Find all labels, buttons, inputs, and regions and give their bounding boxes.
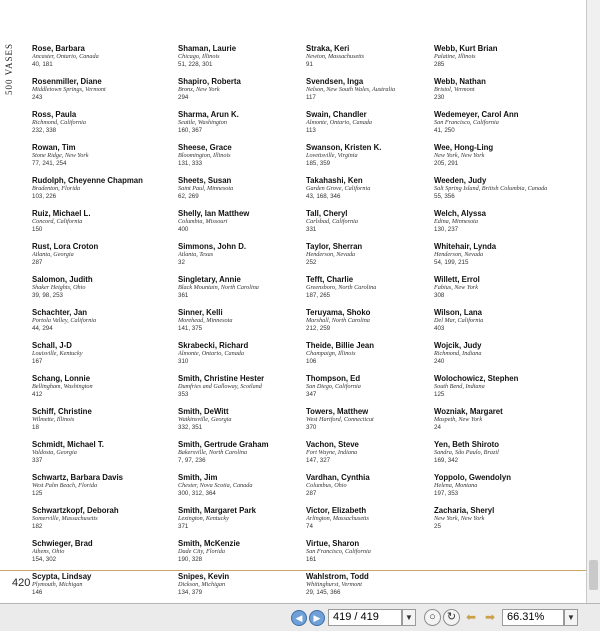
- entry-pages: 310: [178, 357, 189, 365]
- entry-name: Takahashi, Ken: [306, 176, 363, 185]
- entry-name: Towers, Matthew: [306, 407, 369, 416]
- entry-location: San Francisco, California: [306, 548, 371, 555]
- entry-name: Sinner, Kelli: [178, 308, 223, 317]
- chevron-down-icon[interactable]: ▼: [402, 609, 416, 626]
- entry-pages: 32: [178, 258, 185, 266]
- entry-name: Schwieger, Brad: [32, 539, 93, 548]
- entry-location: Portola Valley, California: [32, 317, 97, 324]
- entry-pages: 167: [32, 357, 43, 365]
- running-head-text: 500 VASES: [4, 43, 14, 95]
- zoom-chevron-down-icon[interactable]: ▼: [564, 609, 578, 626]
- entry-location: Marshall, North Carolina: [306, 317, 370, 324]
- entry-location: Somerville, Massachusetts: [32, 515, 98, 522]
- entry-location: Palatine, Illinois: [434, 53, 476, 60]
- entry-location: Bradenton, Florida: [32, 185, 81, 192]
- index-entry: [178, 341, 308, 374]
- entry-pages: 161: [306, 555, 317, 563]
- entry-location: Fabius, New York: [434, 284, 478, 291]
- index-entry: [178, 44, 308, 77]
- entry-location: Helena, Montana: [434, 482, 478, 489]
- entry-name: Skrabecki, Richard: [178, 341, 249, 350]
- index-entry: [306, 407, 436, 440]
- entry-location: Arlington, Massachusetts: [306, 515, 369, 522]
- entry-name: Swanson, Kristen K.: [306, 143, 382, 152]
- entry-pages: 370: [306, 423, 317, 431]
- index-entry: [306, 506, 436, 539]
- entry-pages: 43, 168, 346: [306, 192, 341, 200]
- entry-location: Garden Grove, California: [306, 185, 371, 192]
- entry-pages: 131, 333: [178, 159, 203, 167]
- entry-name: Smith, Gertrude Graham: [178, 440, 269, 449]
- entry-location: West Palm Beach, Florida: [32, 482, 98, 489]
- index-entry: [306, 440, 436, 473]
- entry-pages: 347: [306, 390, 317, 398]
- entry-name: Wolochowicz, Stephen: [434, 374, 519, 383]
- entry-pages: 150: [32, 225, 43, 233]
- entry-pages: 287: [32, 258, 43, 266]
- entry-name: Teruyama, Shoko: [306, 308, 371, 317]
- entry-location: Columbia, Missouri: [178, 218, 228, 225]
- index-entry: [306, 572, 436, 603]
- entry-location: Carlsbad, California: [306, 218, 358, 225]
- index-entry: [32, 308, 162, 341]
- entry-location: Whitinghurst, Vermont: [306, 581, 363, 588]
- entry-pages: 55, 356: [434, 192, 455, 200]
- entry-location: Lexington, Kentucky: [178, 515, 229, 522]
- index-entry: [434, 407, 564, 440]
- entry-name: Willett, Errol: [434, 275, 480, 284]
- entry-name: Swain, Chandler: [306, 110, 367, 119]
- entry-location: Bellingham, Washington: [32, 383, 93, 390]
- index-entry: [434, 242, 564, 275]
- entry-pages: 403: [434, 324, 445, 332]
- entry-location: Del Mar, California: [434, 317, 484, 324]
- entry-location: Chicago, Illinois: [178, 53, 220, 60]
- entry-location: Plymouth, Michigan: [32, 581, 83, 588]
- index-entry: [178, 539, 308, 572]
- entry-name: Schwartz, Barbara Davis: [32, 473, 124, 482]
- entry-name: Smith, McKenzie: [178, 539, 240, 548]
- index-column-1: [32, 44, 162, 603]
- entry-location: Greensboro, North Carolina: [306, 284, 377, 291]
- entry-location: Nelson, New South Wales, Australia: [306, 86, 396, 93]
- index-entry: [178, 572, 308, 603]
- entry-name: Schachter, Jan: [32, 308, 88, 317]
- index-entry: [306, 110, 436, 143]
- entry-location: San Diego, California: [306, 383, 361, 390]
- entry-pages: 371: [178, 522, 189, 530]
- entry-name: Webb, Kurt Brian: [434, 44, 498, 53]
- entry-pages: 74: [306, 522, 313, 530]
- entry-name: Smith, Margaret Park: [178, 506, 256, 515]
- entry-pages: 337: [32, 456, 43, 464]
- vertical-scrollbar[interactable]: [586, 0, 600, 603]
- entry-location: Champaign, Illinois: [306, 350, 356, 357]
- entry-location: Athens, Ohio: [32, 548, 65, 555]
- entry-name: Rudolph, Cheyenne Chapman: [32, 176, 143, 185]
- entry-pages: 125: [32, 489, 43, 497]
- stop-icon[interactable]: ○: [424, 609, 441, 626]
- index-entry: [178, 209, 308, 242]
- index-column-2: [178, 44, 308, 603]
- index-entry: [32, 110, 162, 143]
- entry-name: Scypta, Lindsay: [32, 572, 92, 581]
- entry-pages: 182: [32, 522, 43, 530]
- entry-pages: 243: [32, 93, 43, 101]
- entry-pages: 285: [434, 60, 445, 68]
- entry-name: Yen, Beth Shiroto: [434, 440, 499, 449]
- entry-name: Ruiz, Michael L.: [32, 209, 91, 218]
- entry-name: Simmons, John D.: [178, 242, 247, 251]
- entry-pages: 29, 145, 366: [306, 588, 341, 596]
- index-entry: [32, 374, 162, 407]
- entry-location: Chester, Nova Scotia, Canada: [178, 482, 253, 489]
- entry-pages: 51, 228, 301: [178, 60, 213, 68]
- entry-name: Vardhan, Cynthia: [306, 473, 370, 482]
- next-page-icon[interactable]: ▶: [309, 610, 325, 626]
- index-entry: [178, 308, 308, 341]
- entry-location: New York, New York: [434, 152, 485, 159]
- entry-pages: 169, 342: [434, 456, 459, 464]
- forward-arrow-icon[interactable]: ➡: [484, 610, 496, 624]
- entry-name: Shapiro, Roberta: [178, 77, 241, 86]
- entry-name: Schang, Lonnie: [32, 374, 91, 383]
- index-entry: [306, 143, 436, 176]
- entry-pages: 400: [178, 225, 189, 233]
- entry-name: Smith, Christine Hester: [178, 374, 265, 383]
- index-entry: [434, 176, 564, 209]
- entry-location: Fort Wayne, Indiana: [306, 449, 358, 456]
- entry-pages: 24: [434, 423, 441, 431]
- index-entry: [178, 473, 308, 506]
- entry-name: Weeden, Judy: [434, 176, 487, 185]
- index-column-4: [434, 44, 564, 539]
- index-entry: [178, 242, 308, 275]
- entry-location: Saint Paul, Minnesota: [178, 185, 234, 192]
- index-entry: [434, 44, 564, 77]
- entry-pages: 331: [306, 225, 317, 233]
- entry-name: Wojcik, Judy: [434, 341, 482, 350]
- entry-location: Atlanta, Texas: [178, 251, 214, 258]
- running-head: [2, 36, 16, 106]
- entry-pages: 154, 302: [32, 555, 57, 563]
- entry-name: Sheets, Susan: [178, 176, 232, 185]
- index-entry: [434, 110, 564, 143]
- index-entry: [32, 143, 162, 176]
- entry-location: Newton, Massachusetts: [306, 53, 365, 60]
- entry-location: Watkinsville, Georgia: [178, 416, 232, 423]
- entry-name: Smith, Jim: [178, 473, 218, 482]
- footer-divider: [0, 570, 586, 571]
- index-entry: [434, 506, 564, 539]
- index-entry: [32, 440, 162, 473]
- index-entry: [32, 275, 162, 308]
- entry-pages: 146: [32, 588, 43, 596]
- entry-location: Wilmette, Illinois: [32, 416, 75, 423]
- entry-location: Lovettsville, Virginia: [306, 152, 358, 159]
- entry-pages: 40, 181: [32, 60, 53, 68]
- entry-pages: 130, 237: [434, 225, 459, 233]
- entry-pages: 41, 250: [434, 126, 455, 134]
- entry-name: Wee, Hong-Ling: [434, 143, 494, 152]
- entry-location: Columbus, Ohio: [306, 482, 347, 489]
- entry-location: Maspeth, New York: [434, 416, 483, 423]
- entry-name: Straka, Keri: [306, 44, 350, 53]
- index-entry: [434, 275, 564, 308]
- entry-pages: 91: [306, 60, 313, 68]
- entry-pages: 197, 353: [434, 489, 459, 497]
- entry-name: Rose, Barbara: [32, 44, 85, 53]
- entry-name: Rust, Lora Croton: [32, 242, 99, 251]
- index-entry: [434, 440, 564, 473]
- entry-pages: 160, 367: [178, 126, 203, 134]
- index-entry: [306, 275, 436, 308]
- entry-name: Taylor, Sherran: [306, 242, 363, 251]
- entry-name: Theide, Billie Jean: [306, 341, 375, 350]
- entry-pages: 103, 226: [32, 192, 57, 200]
- index-entry: [306, 539, 436, 572]
- index-entry: [306, 176, 436, 209]
- entry-pages: 353: [178, 390, 189, 398]
- index-entry: [434, 77, 564, 110]
- index-entry: [434, 143, 564, 176]
- entry-location: Louisville, Kentucky: [32, 350, 83, 357]
- entry-pages: 106: [306, 357, 317, 365]
- entry-pages: 39, 98, 253: [32, 291, 63, 299]
- entry-location: Almonte, Ontario, Canada: [178, 350, 244, 357]
- entry-location: Dade City, Florida: [178, 548, 225, 555]
- index-entry: [178, 275, 308, 308]
- index-entry: [32, 341, 162, 374]
- entry-pages: 134, 379: [178, 588, 203, 596]
- entry-location: Dumfries and Galloway, Scotland: [178, 383, 262, 390]
- entry-pages: 18: [32, 423, 39, 431]
- entry-pages: 44, 294: [32, 324, 53, 332]
- entry-name: Yoppolo, Gwendolyn: [434, 473, 511, 482]
- entry-pages: 190, 328: [178, 555, 203, 563]
- entry-pages: 332, 351: [178, 423, 203, 431]
- index-entry: [32, 506, 162, 539]
- entry-name: Wozniak, Margaret: [434, 407, 503, 416]
- entry-pages: 212, 259: [306, 324, 331, 332]
- index-entry: [306, 374, 436, 407]
- entry-pages: 147, 327: [306, 456, 331, 464]
- entry-location: Bakersville, North Carolina: [178, 449, 248, 456]
- entry-pages: 113: [306, 126, 316, 134]
- index-entry: [32, 209, 162, 242]
- index-entry: [178, 143, 308, 176]
- entry-location: Henderson, Nevada: [306, 251, 356, 258]
- entry-name: Victor, Elizabeth: [306, 506, 367, 515]
- previous-page-icon[interactable]: ◀: [291, 610, 307, 626]
- index-entry: [32, 242, 162, 275]
- index-entry: [434, 209, 564, 242]
- entry-location: Seattle, Washington: [178, 119, 227, 126]
- entry-location: Atlanta, Georgia: [32, 251, 74, 258]
- entry-pages: 7, 97, 236: [178, 456, 206, 464]
- entry-location: Bristol, Vermont: [434, 86, 475, 93]
- entry-location: Valdosta, Georgia: [32, 449, 77, 456]
- entry-name: Zacharia, Sheryl: [434, 506, 495, 515]
- index-entry: [32, 473, 162, 506]
- entry-location: Almonte, Ontario, Canada: [306, 119, 372, 126]
- entry-location: Ancaster, Ontario, Canada: [32, 53, 99, 60]
- entry-name: Wilson, Lana: [434, 308, 483, 317]
- index-entry: [178, 506, 308, 539]
- entry-name: Tall, Cheryl: [306, 209, 348, 218]
- entry-name: Snipes, Kevin: [178, 572, 230, 581]
- refresh-icon[interactable]: ↻: [443, 609, 460, 626]
- entry-location: Shaker Heights, Ohio: [32, 284, 86, 291]
- entry-name: Schwartzkopf, Deborah: [32, 506, 119, 515]
- viewer-toolbar: [0, 603, 600, 631]
- entry-pages: 412: [32, 390, 43, 398]
- entry-name: Wedemeyer, Carol Ann: [434, 110, 519, 119]
- entry-pages: 62, 269: [178, 192, 199, 200]
- entry-location: Henderson, Nevada: [434, 251, 484, 258]
- page-number: 420: [12, 577, 31, 589]
- entry-name: Rowan, Tim: [32, 143, 76, 152]
- entry-pages: 141, 375: [178, 324, 203, 332]
- entry-location: Black Mountain, North Carolina: [178, 284, 259, 291]
- entry-pages: 230: [434, 93, 445, 101]
- entry-name: Ross, Paula: [32, 110, 77, 119]
- entry-pages: 25: [434, 522, 441, 530]
- index-entry: [434, 473, 564, 506]
- entry-location: Richmond, Indiana: [434, 350, 482, 357]
- index-entry: [178, 176, 308, 209]
- entry-pages: 240: [434, 357, 445, 365]
- page-number-field[interactable]: 419 / 419: [328, 609, 402, 626]
- entry-location: Richmond, California: [32, 119, 86, 126]
- index-entry: [32, 572, 162, 603]
- index-entry: [32, 407, 162, 440]
- entry-location: Bloomington, Illinois: [178, 152, 231, 159]
- index-entry: [32, 77, 162, 110]
- index-column-3: [306, 44, 436, 603]
- entry-name: Rosenmiller, Diane: [32, 77, 102, 86]
- entry-location: Morehead, Minnesota: [178, 317, 233, 324]
- entry-location: South Bend, Indiana: [434, 383, 485, 390]
- entry-location: Concord, California: [32, 218, 83, 225]
- scrollbar-thumb[interactable]: [589, 560, 598, 590]
- entry-location: Bronx, New York: [178, 86, 220, 93]
- index-entry: [306, 308, 436, 341]
- entry-name: Svendsen, Inga: [306, 77, 364, 86]
- entry-name: Webb, Nathan: [434, 77, 486, 86]
- entry-pages: 117: [306, 93, 316, 101]
- entry-location: West Hartford, Connecticut: [306, 416, 374, 423]
- entry-location: Middletown Springs, Vermont: [32, 86, 106, 93]
- entry-name: Tefft, Charlie: [306, 275, 354, 284]
- index-entry: [178, 374, 308, 407]
- entry-name: Thompson, Ed: [306, 374, 361, 383]
- index-entry: [178, 110, 308, 143]
- entry-name: Schmidt, Michael T.: [32, 440, 104, 449]
- entry-location: Salt Spring Island, British Columbia, Canada: [434, 185, 548, 192]
- entry-pages: 77, 241, 254: [32, 159, 67, 167]
- entry-name: Vachon, Steve: [306, 440, 359, 449]
- entry-name: Schall, J-D: [32, 341, 72, 350]
- entry-pages: 125: [434, 390, 445, 398]
- entry-location: Sandra, São Paulo, Brazil: [434, 449, 499, 456]
- index-entry: [306, 44, 436, 77]
- index-entry: [178, 77, 308, 110]
- entry-name: Virtue, Sharon: [306, 539, 360, 548]
- index-entry: [434, 374, 564, 407]
- entry-name: Wahlstrom, Todd: [306, 572, 369, 581]
- entry-pages: 361: [178, 291, 189, 299]
- entry-name: Welch, Alyssa: [434, 209, 487, 218]
- back-arrow-icon[interactable]: ⬅: [465, 610, 477, 624]
- entry-name: Sheese, Grace: [178, 143, 232, 152]
- entry-location: Stone Ridge, New York: [32, 152, 89, 159]
- entry-name: Salomon, Judith: [32, 275, 93, 284]
- index-entry: [178, 440, 308, 473]
- entry-name: Schiff, Christine: [32, 407, 92, 416]
- entry-pages: 54, 199, 215: [434, 258, 469, 266]
- index-entry: [434, 341, 564, 374]
- entry-location: San Francisco, California: [434, 119, 499, 126]
- index-entry: [32, 539, 162, 572]
- zoom-field[interactable]: 66.31%: [502, 609, 564, 626]
- entry-name: Shelly, Ian Matthew: [178, 209, 250, 218]
- entry-pages: 300, 312, 364: [178, 489, 216, 497]
- entry-name: Singletary, Annie: [178, 275, 241, 284]
- entry-pages: 187, 265: [306, 291, 331, 299]
- entry-pages: 232, 338: [32, 126, 57, 134]
- entry-name: Sharma, Arun K.: [178, 110, 239, 119]
- index-entry: [178, 407, 308, 440]
- entry-location: Edina, Minnesota: [434, 218, 478, 225]
- index-entry: [306, 209, 436, 242]
- entry-pages: 294: [178, 93, 189, 101]
- index-entry: [306, 77, 436, 110]
- entry-pages: 287: [306, 489, 317, 497]
- index-entry: [306, 473, 436, 506]
- entry-pages: 308: [434, 291, 445, 299]
- entry-name: Smith, DeWitt: [178, 407, 229, 416]
- index-entry: [32, 176, 162, 209]
- entry-pages: 185, 359: [306, 159, 331, 167]
- entry-location: New York, New York: [434, 515, 485, 522]
- entry-name: Shaman, Laurie: [178, 44, 237, 53]
- entry-location: Dickson, Michigan: [178, 581, 226, 588]
- index-entry: [32, 44, 162, 77]
- index-entry: [434, 308, 564, 341]
- index-entry: [306, 341, 436, 374]
- entry-pages: 252: [306, 258, 317, 266]
- index-entry: [306, 242, 436, 275]
- entry-name: Whitehair, Lynda: [434, 242, 497, 251]
- entry-pages: 205, 291: [434, 159, 459, 167]
